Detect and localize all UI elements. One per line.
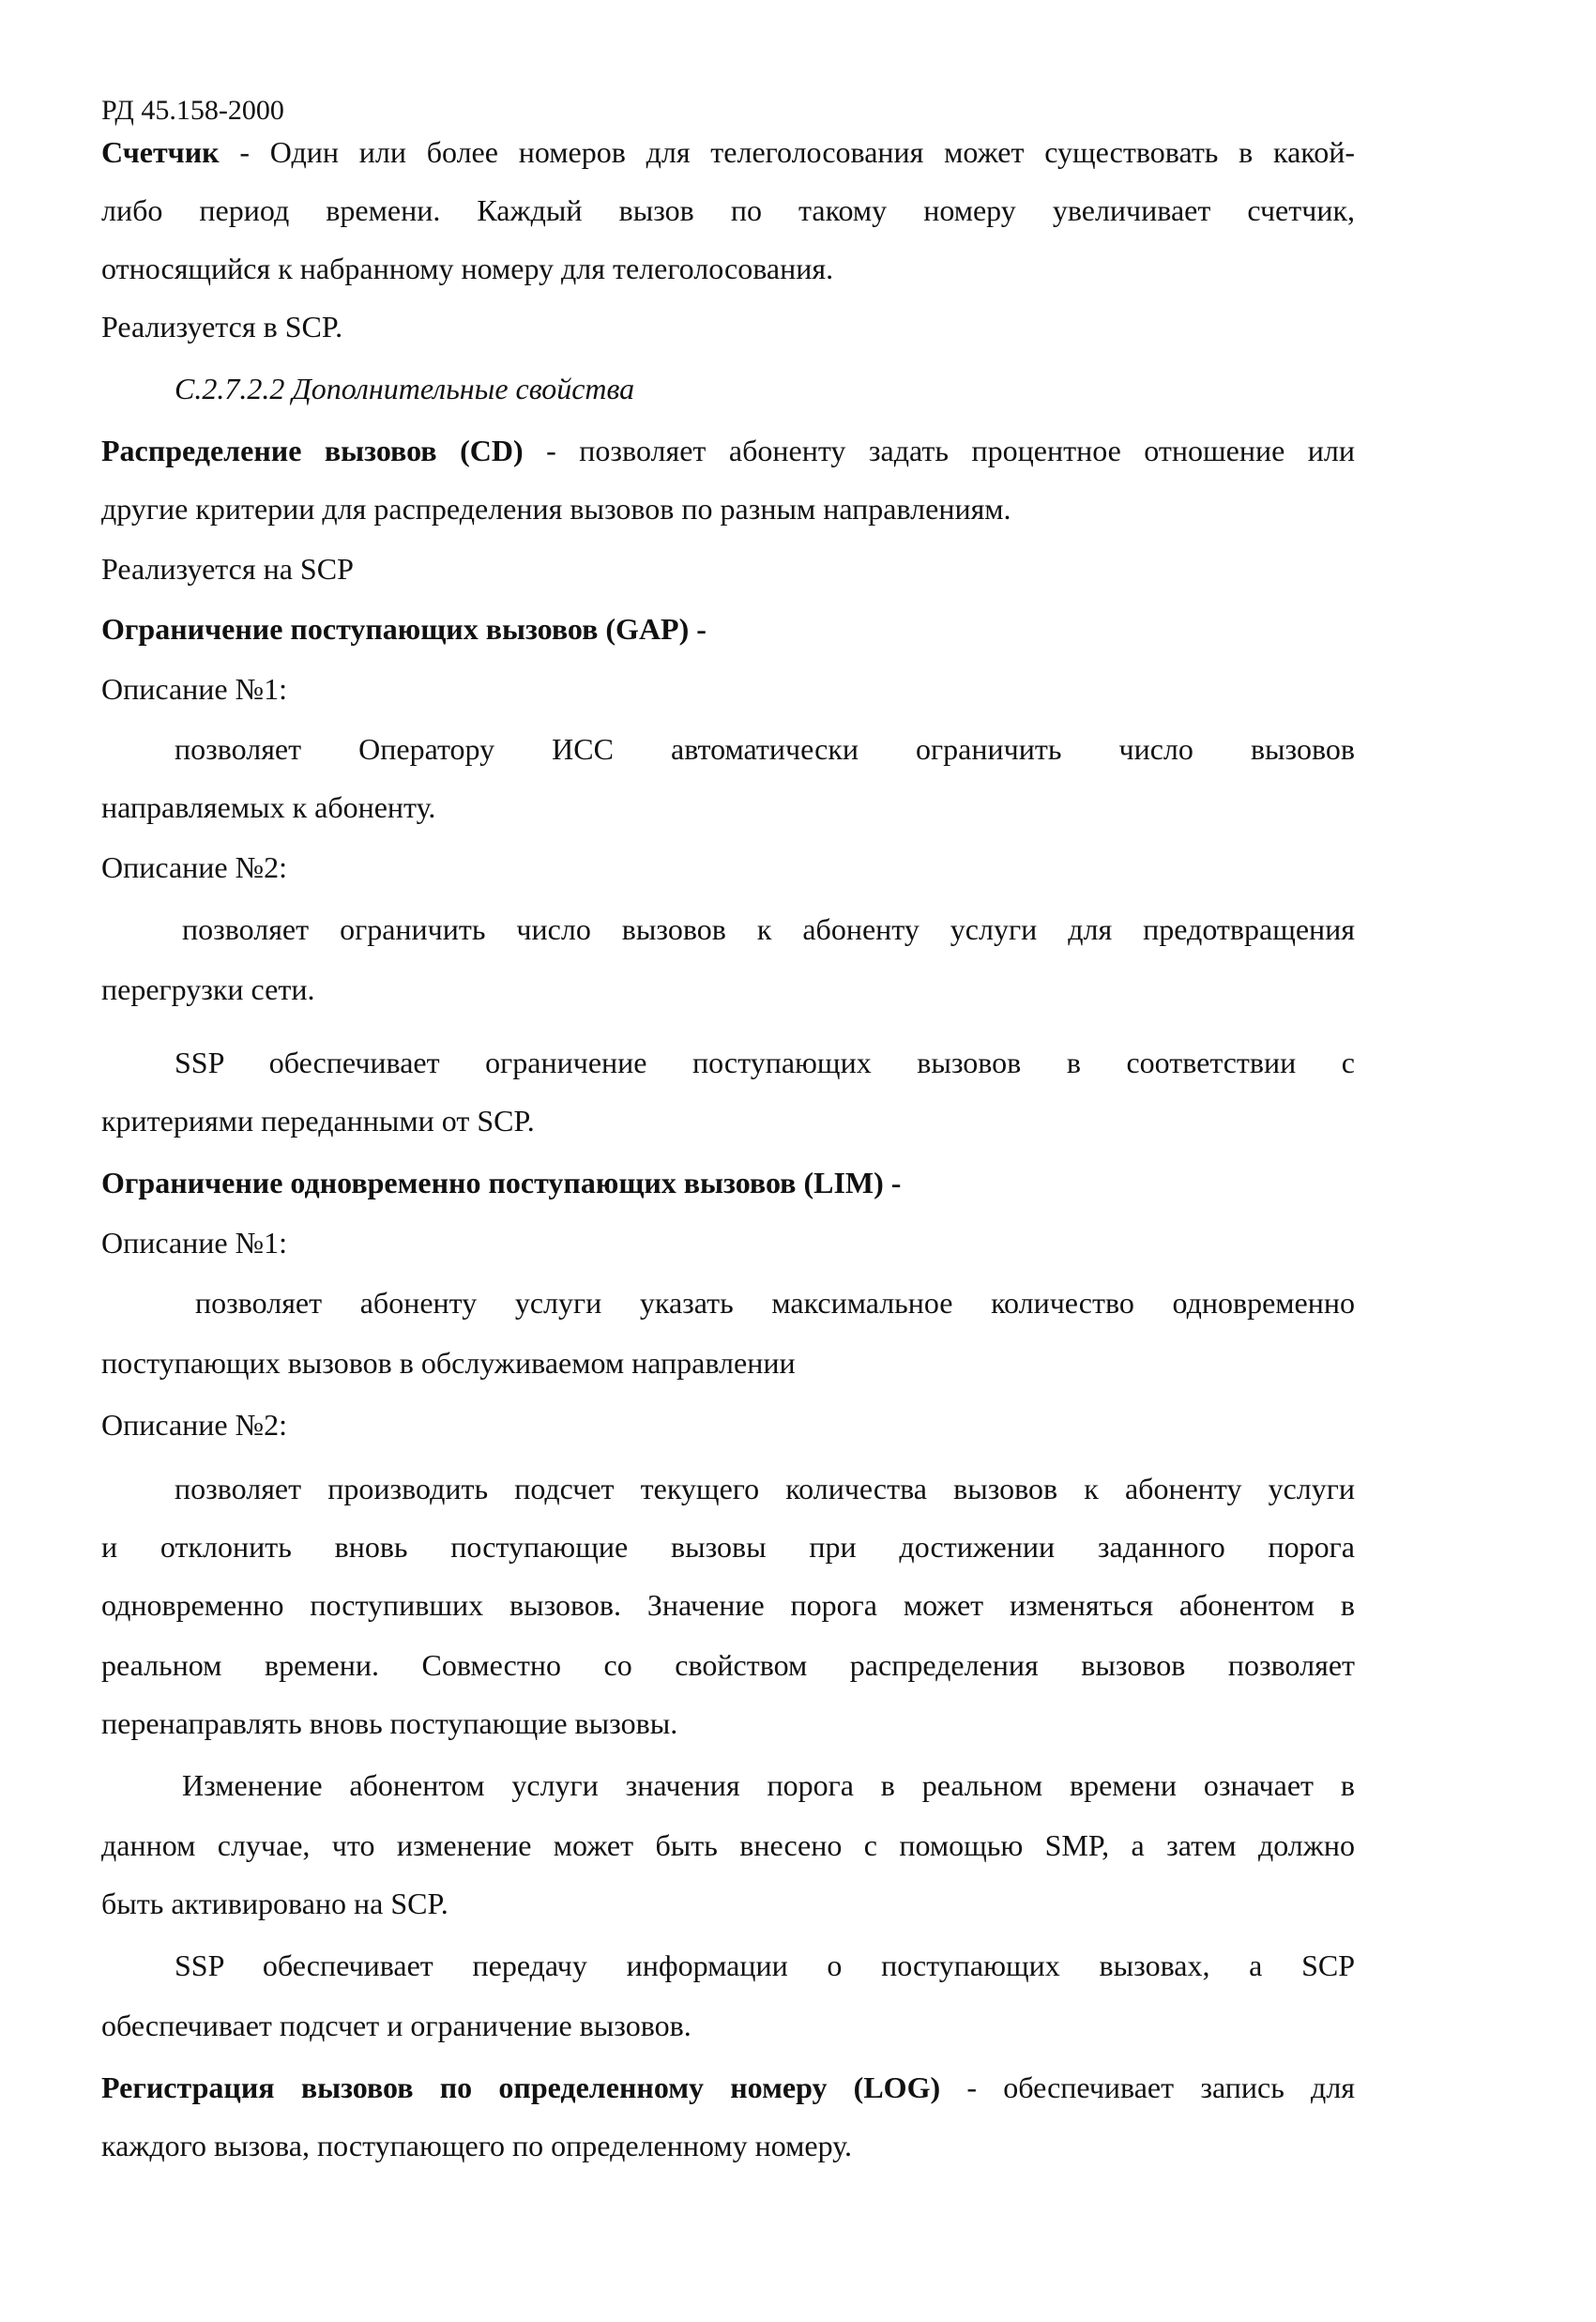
counter-implementation: Реализуется в SCP. xyxy=(101,310,343,344)
log-line-1: Регистрация вызовов по определенному номеру (LOG) - обеспечивает запись для xyxy=(101,2070,1356,2104)
lim-desc2-line-3: одновременно поступивших вызовов. Значение порога может изменяться абонентом в xyxy=(101,1588,1355,1622)
section-heading: С.2.7.2.2 Дополнительные свойства xyxy=(175,372,635,405)
gap-desc1-label: Описание №1: xyxy=(101,672,288,706)
lim-change-line-3: быть активировано на SCP. xyxy=(101,1887,448,1920)
counter-line-3: относящийся к набранному номеру для телеголосования. xyxy=(101,252,834,285)
gap-desc2-line-2: перегрузки сети. xyxy=(101,972,315,1006)
counter-term: Счетчик xyxy=(101,135,220,169)
log-term: Регистрация вызовов по определенному номеру (LOG) xyxy=(101,2070,941,2104)
document-code: РД 45.158-2000 xyxy=(101,95,284,126)
lim-desc1-line-1: позволяет абоненту услуги указать максимальное количество одновременно xyxy=(195,1286,1355,1320)
lim-heading: Ограничение одновременно поступающих вызовов (LIM) - xyxy=(101,1166,902,1199)
lim-desc1-label: Описание №1: xyxy=(101,1226,288,1260)
lim-desc1-line-2: поступающих вызовов в обслуживаемом направлении xyxy=(101,1346,796,1380)
gap-desc2-label: Описание №2: xyxy=(101,850,288,884)
lim-change-line-1: Изменение абонентом услуги значения порога в реальном времени означает в xyxy=(182,1768,1355,1802)
lim-desc2-line-4: реальном времени. Совместно со свойством распределения вызовов позволяет xyxy=(101,1648,1355,1682)
cd-line-1: Распределение вызовов (CD) - позволяет абоненту задать процентное отношение или xyxy=(101,434,1356,467)
lim-ssp-line-2: обеспечивает подсчет и ограничение вызовов. xyxy=(101,2009,692,2042)
lim-desc2-line-1: позволяет производить подсчет текущего количества вызовов к абоненту услуги xyxy=(175,1472,1355,1505)
gap-heading: Ограничение поступающих вызовов (GAP) - xyxy=(101,612,707,646)
cd-line-2: другие критерии для распределения вызовов по разным направлениям. xyxy=(101,492,1011,526)
gap-desc1-line-1: позволяет Оператору ИСС автоматически ограничить число вызовов xyxy=(175,732,1355,766)
gap-desc1-line-2: направляемых к абоненту. xyxy=(101,790,436,824)
lim-desc2-line-5: перенаправлять вновь поступающие вызовы. xyxy=(101,1706,678,1740)
lim-ssp-line-1: SSP обеспечивает передачу информации о поступающих вызовах, а SCP xyxy=(175,1948,1355,1982)
cd-term: Распределение вызовов (CD) xyxy=(101,434,524,467)
cd-implementation: Реализуется на SCP xyxy=(101,552,354,586)
gap-ssp-line-2: критериями переданными от SCP. xyxy=(101,1104,535,1138)
lim-change-line-2: данном случае, что изменение может быть внесено с помощью SMP, а затем должно xyxy=(101,1828,1355,1862)
log-line-2: каждого вызова, поступающего по определенному номеру. xyxy=(101,2129,852,2162)
gap-desc2-line-1: позволяет ограничить число вызовов к абоненту услуги для предотвращения xyxy=(182,912,1355,946)
gap-ssp-line-1: SSP обеспечивает ограничение поступающих вызовов в соответствии с xyxy=(175,1046,1355,1079)
lim-desc2-label: Описание №2: xyxy=(101,1408,288,1442)
lim-desc2-line-2: и отклонить вновь поступающие вызовы при достижении заданного порога xyxy=(101,1530,1355,1564)
counter-line-2: либо период времени. Каждый вызов по такому номеру увеличивает счетчик, xyxy=(101,193,1355,227)
counter-line-1: Счетчик - Один или более номеров для телеголосования может существовать в какой- xyxy=(101,135,1355,169)
